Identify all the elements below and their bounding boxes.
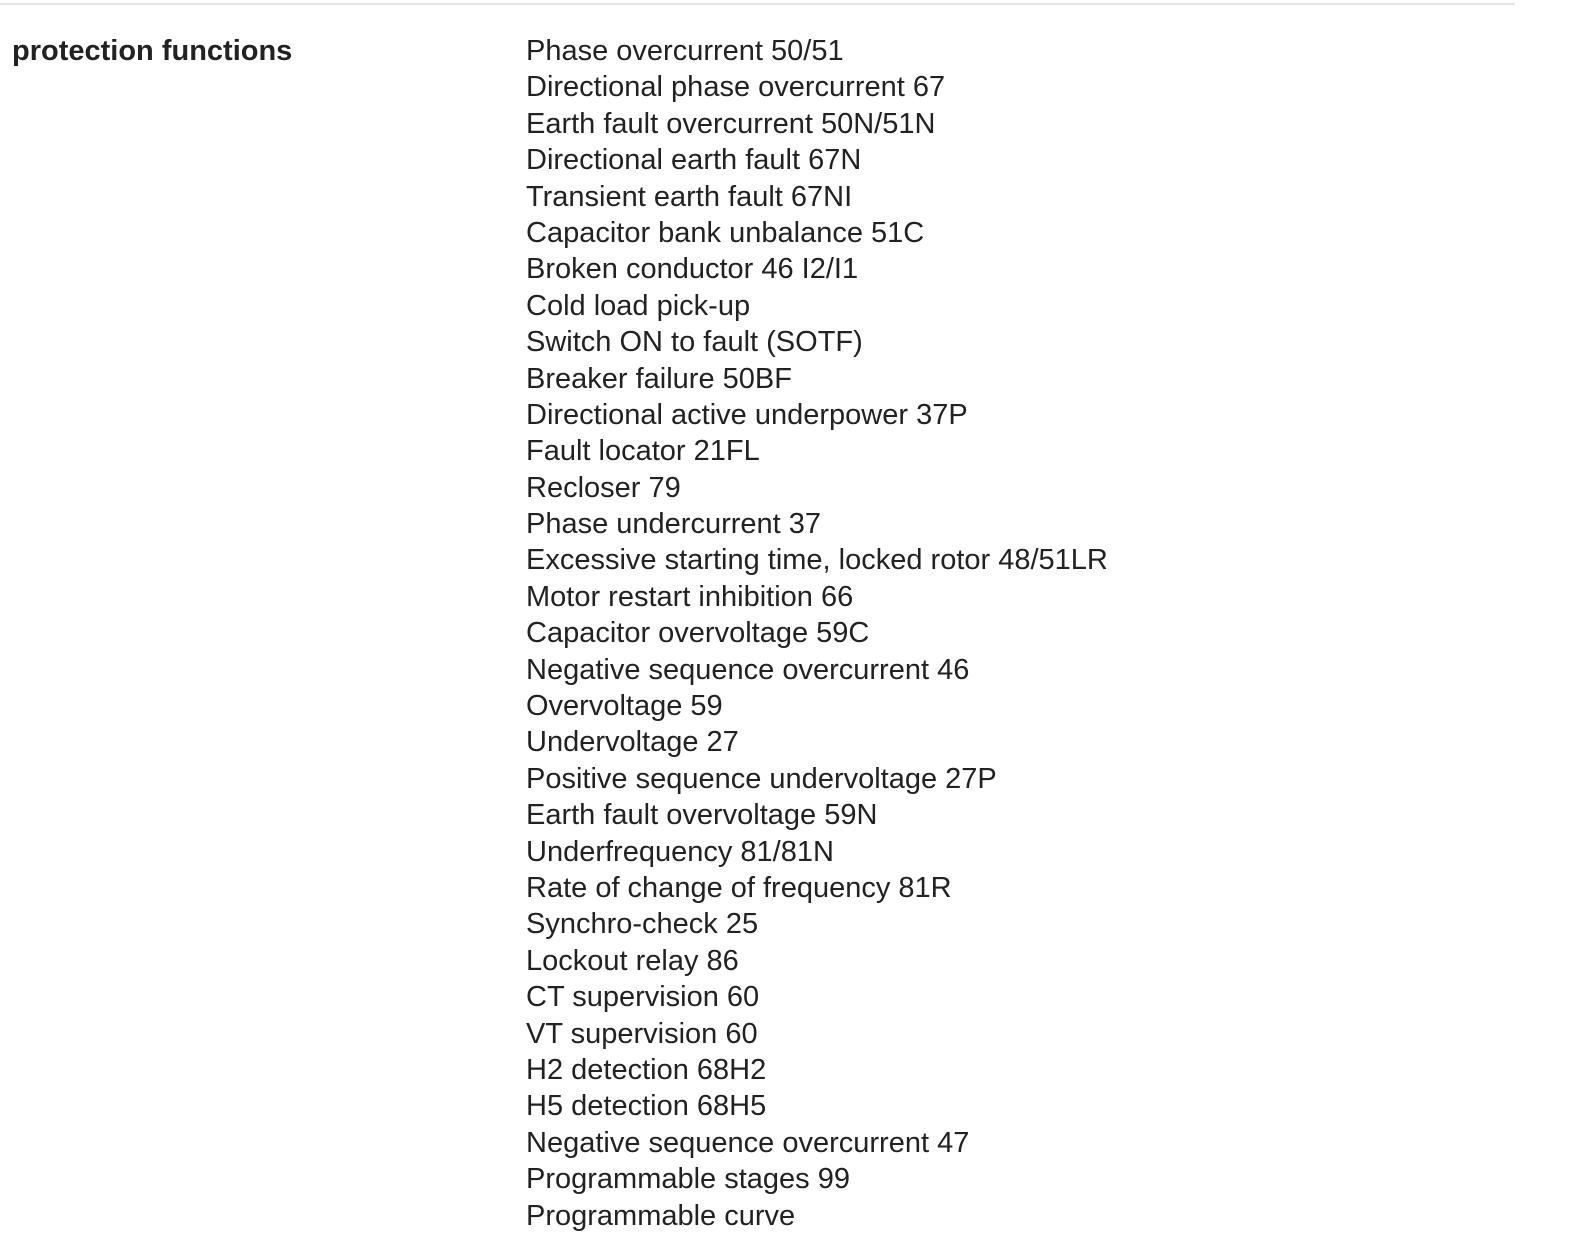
function-item: Programmable stages 99 (526, 1163, 850, 1196)
function-item: Transient earth fault 67NI (526, 180, 853, 213)
function-item: Programmable curve (526, 1199, 796, 1232)
function-item: Negative sequence overcurrent 47 (526, 1126, 970, 1159)
function-item: Directional active underpower 37P (526, 398, 968, 431)
function-item: Directional phase overcurrent 67 (526, 71, 946, 104)
function-item: Synchro-check 25 (526, 908, 759, 941)
function-item: Motor restart inhibition 66 (526, 580, 854, 613)
function-item: Rate of change of frequency 81R (526, 871, 952, 904)
section-label: protection functions (12, 35, 293, 67)
function-item: Broken conductor 46 I2/I1 (526, 253, 859, 286)
function-item: Underfrequency 81/81N (526, 835, 834, 868)
function-item: Earth fault overvoltage 59N (526, 799, 878, 832)
function-item: Phase undercurrent 37 (526, 508, 822, 541)
function-item: H2 detection 68H2 (526, 1053, 767, 1086)
function-item: Overvoltage 59 (526, 690, 723, 723)
function-list (526, 33, 1108, 1234)
function-item: Positive sequence undervoltage 27P (526, 762, 997, 795)
function-item: Capacitor overvoltage 59C (526, 617, 870, 650)
function-item: Switch ON to fault (SOTF) (526, 326, 863, 359)
function-item: Recloser 79 (526, 471, 681, 504)
function-item: CT supervision 60 (526, 981, 760, 1014)
function-item: VT supervision 60 (526, 1017, 758, 1050)
function-item: Phase overcurrent 50/51 (526, 35, 844, 67)
function-item: Directional earth fault 67N (526, 144, 862, 177)
function-item: H5 detection 68H5 (526, 1090, 767, 1123)
function-item: Negative sequence overcurrent 46 (526, 653, 970, 686)
function-item: Earth fault overcurrent 50N/51N (526, 107, 936, 140)
function-item: Excessive starting time, locked rotor 48/51LR (526, 544, 1108, 577)
function-item: Capacitor bank unbalance 51C (526, 216, 925, 249)
function-item: Cold load pick-up (526, 289, 751, 322)
function-item: Lockout relay 86 (526, 944, 739, 977)
function-item: Fault locator 21FL (526, 435, 760, 468)
function-item: Breaker failure 50BF (526, 362, 792, 395)
function-item: Undervoltage 27 (526, 726, 739, 759)
